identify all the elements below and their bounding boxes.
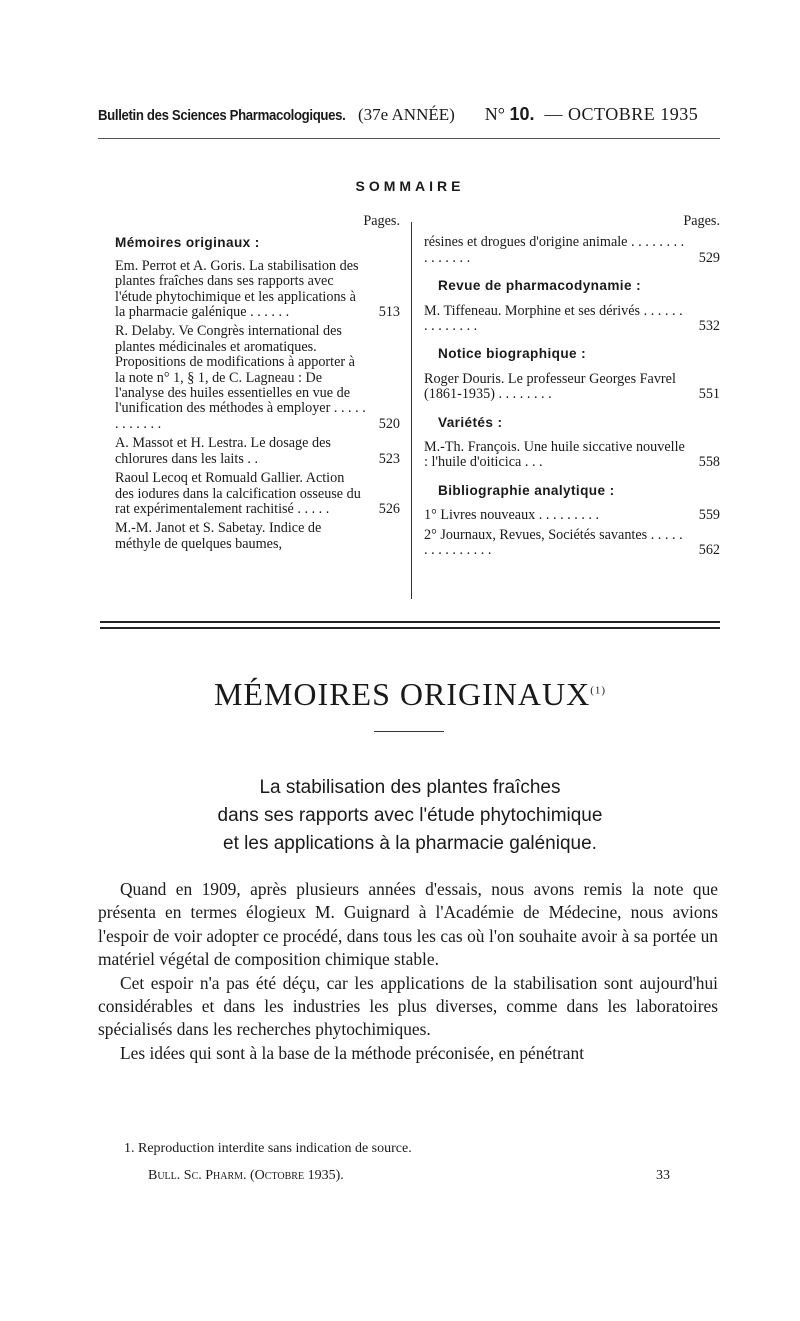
toc-entry: [424, 372, 720, 403]
article-title-line: et les applications à la pharmacie galénique.: [223, 833, 597, 854]
double-rule-bottom: [100, 627, 720, 629]
toc-entry: [115, 324, 400, 432]
double-rule-top: [100, 621, 720, 623]
sommaire-right-column: [424, 214, 720, 563]
body-paragraph: Quand en 1909, après plusieurs années d'essais, nous avons remis la note que présenta en termes élogieux M. Guignard à l'Académie de Médecine, nous avions l'espoir de voir adopter ce procédé, dans tous les cas où l'on souhaite avoir à sa portée un matériel végétal de composition chimique stable.: [98, 879, 718, 970]
page-footer: [148, 1168, 670, 1184]
toc-page-number: 520: [378, 415, 400, 432]
toc-entry-text: 2° Journaux, Revues, Sociétés savantes . . . . . . . . . . . . . . .: [424, 527, 683, 559]
right-sections: [424, 235, 720, 558]
issue-number: [485, 104, 535, 125]
section-heading: Bibliographie analytique :: [438, 482, 615, 498]
header-rule: [98, 138, 720, 139]
section-heading: Mémoires originaux :: [115, 235, 260, 251]
pages-label: Pages.: [683, 213, 720, 229]
toc-entry: [115, 521, 400, 552]
issue-value: 10.: [509, 104, 535, 124]
article-title: [100, 774, 720, 858]
toc-page-number: 551: [698, 386, 720, 403]
toc-entry: [115, 471, 400, 517]
toc-page-number: 562: [698, 542, 720, 559]
toc-entry: [424, 304, 720, 335]
toc-page-number: 523: [378, 450, 400, 467]
footnote: 1. Reproduction interdite sans indication de source.: [124, 1141, 412, 1156]
toc-entry: [115, 259, 400, 321]
toc-entry-text: M. Tiffeneau. Morphine et ses dérivés . . . . . . . . . . . . . .: [424, 303, 683, 335]
body-paragraph: Cet espoir n'a pas été déçu, car les applications de la stabilisation sont aujourd'hui considérables et dans les industries les plus diverses, comme dans les laboratoires spécialisés dans les recherches phytochimiques.: [98, 972, 718, 1040]
section-heading: Revue de pharmacodynamie :: [438, 278, 642, 294]
toc-page-number: 513: [378, 304, 400, 321]
article-title-line: La stabilisation des plantes fraîches: [259, 777, 561, 798]
toc-entry: [424, 235, 720, 266]
toc-entry-text: M.-M. Janot et S. Sabetay. Indice de méthyle de quelques baumes,: [115, 521, 322, 552]
section-title-text: MÉMOIRES ORIGINAUX: [213, 676, 591, 712]
journal-title: Bulletin des Sciences Pharmacologiques.: [98, 107, 346, 124]
page-number: 33: [656, 1168, 670, 1183]
sommaire-left-column: [115, 214, 400, 556]
issue-month: — OCTOBRE 1935: [544, 104, 699, 124]
section-heading: Variétés :: [438, 414, 503, 430]
article-body: [98, 878, 718, 1065]
toc-entry: [424, 508, 720, 523]
volume-year: (37e ANNÉE): [358, 105, 455, 124]
left-entries: [115, 259, 400, 552]
toc-entry-text: A. Massot et H. Lestra. Le dosage des chlorures dans les laits . .: [115, 436, 331, 467]
running-header: [98, 104, 720, 130]
toc-entry-text: Roger Douris. Le professeur Georges Favrel (1861-1935) . . . . . . . .: [424, 371, 676, 403]
toc-page-number: 558: [698, 454, 720, 471]
toc-page-number: 529: [698, 249, 720, 266]
toc-page-number: 559: [698, 507, 720, 524]
section-title: [0, 676, 800, 713]
pages-label: Pages.: [363, 213, 400, 229]
toc-entry: [424, 528, 720, 559]
footer-citation: Bull. Sc. Pharm. (Octobre 1935).: [148, 1168, 344, 1183]
toc-entry-text: 1° Livres nouveaux . . . . . . . . .: [424, 508, 600, 524]
article-title-line: dans ses rapports avec l'étude phytochimique: [217, 805, 603, 826]
toc-page-number: 526: [378, 500, 400, 517]
body-paragraph: Les idées qui sont à la base de la méthode préconisée, en pénétrant: [120, 1042, 585, 1063]
title-rule: [374, 731, 444, 732]
toc-entry-text: M.-Th. François. Une huile siccative nouvelle : l'huile d'oiticica . . .: [424, 440, 685, 471]
toc-entry-text: R. Delaby. Ve Congrès international des plantes médicinales et aromatiques. Propositions de modifications à apporter à la note n° 1, § 1, de C. Lagneau : De l'analyse des huiles essentielles en vue de l'unification des méthodes à employer . . . . . . . . . . . .: [115, 324, 366, 432]
toc-page-number: 532: [698, 318, 720, 335]
toc-entry: [424, 440, 720, 471]
footnote-marker: (1): [590, 684, 607, 697]
sommaire-title: SOMMAIRE: [355, 178, 465, 194]
toc-entry-text: résines et drogues d'origine animale . . . . . . . . . . . . . . .: [424, 235, 685, 266]
toc-entry-text: Em. Perrot et A. Goris. La stabilisation des plantes fraîches dans ses rapports avec l'étude phytochimique et les applications à la pharmacie galénique . . . . . .: [115, 258, 359, 321]
column-divider: [411, 222, 412, 599]
issue-prefix: N°: [484, 104, 505, 124]
section-heading: Notice biographique :: [438, 346, 587, 362]
toc-entry: [115, 436, 400, 467]
toc-entry-text: Raoul Lecoq et Romuald Gallier. Action des iodures dans la calcification osseuse du rat expérimentalement rachitisé . . . . .: [115, 471, 361, 517]
